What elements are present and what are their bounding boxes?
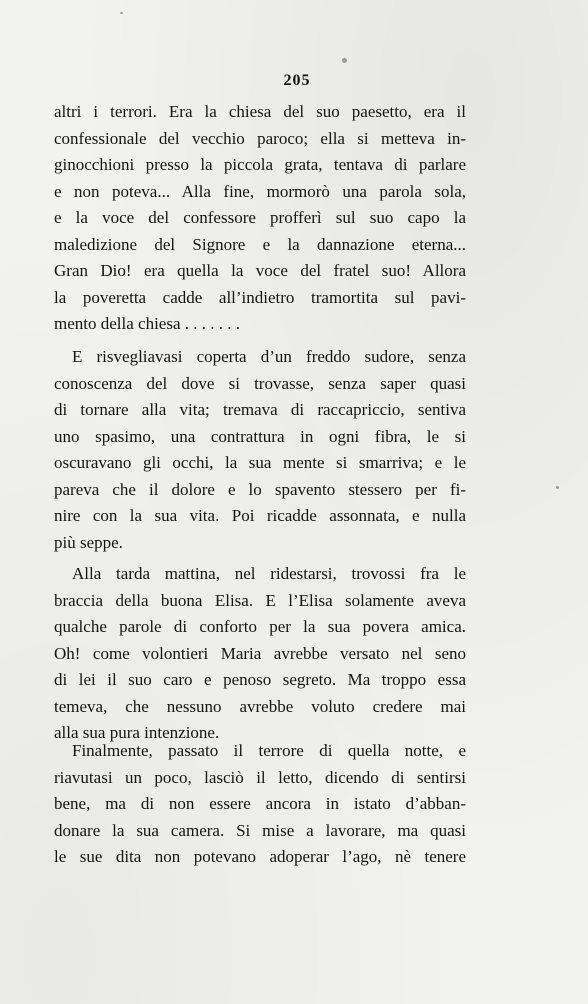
- text-line: di tornare alla vita; tremava di raccapriccio, sentiva: [54, 400, 466, 419]
- text-line: E risvegliavasi coperta d’un freddo sudore, senza: [72, 347, 466, 366]
- text-line: nire con la sua vita. Poi ricadde assonnata, e nulla: [54, 506, 466, 525]
- paragraph-3: [54, 561, 466, 747]
- text-line: oscuravano gli occhi, la sua mente si smarriva; e le: [54, 453, 466, 472]
- text-line: bene, ma di non essere ancora in istato d’abban-: [54, 794, 466, 813]
- text-line: mento della chiesa . . . . . . .: [54, 314, 241, 333]
- paper-speck: [556, 486, 559, 489]
- text-line: confessionale del vecchio paroco; ella si metteva in-: [54, 128, 466, 148]
- text-line: la poveretta cadde all’indietro tramortita sul pavi-: [54, 287, 466, 307]
- text-line: riavutasi un poco, lasciò il letto, dicendo di sentirsi: [54, 767, 466, 787]
- text-line: alla sua pura intenzione.: [54, 723, 220, 742]
- paper-speck: [120, 12, 123, 14]
- text-line: qualche parole di conforto per la sua povera amica.: [54, 617, 466, 636]
- paragraph-1: [54, 99, 466, 338]
- text-line: le sue dita non potevano adoperar l’ago, nè tenere: [54, 847, 466, 866]
- text-line: uno spasimo, una contrattura in ogni fibra, le si: [54, 426, 466, 446]
- page-number: 205: [283, 72, 311, 89]
- paper-speck: [342, 58, 347, 63]
- text-line: temeva, che nessuno avrebbe voluto credere mai: [54, 696, 466, 716]
- paragraph-4: [54, 738, 466, 871]
- text-line: altri i terrori. Era la chiesa del suo paesetto, era il: [54, 102, 466, 121]
- text-line: donare la sua camera. Si mise a lavorare, ma quasi: [54, 820, 466, 840]
- text-line: Finalmente, passato il terrore di quella notte, e: [72, 741, 466, 760]
- text-line: Oh! come volontieri Maria avrebbe versato nel seno: [54, 643, 466, 663]
- text-line: Gran Dio! era quella la voce del fratel suo! Allora: [54, 261, 466, 280]
- text-line: di lei il suo caro e penoso segreto. Ma troppo essa: [54, 670, 466, 689]
- text-line: e la voce del confessore profferì sul suo capo la: [54, 208, 466, 227]
- text-line: Alla tarda mattina, nel ridestarsi, trovossi fra le: [72, 564, 466, 583]
- text-line: ginocchioni presso la piccola grata, tentava di parlare: [54, 155, 466, 174]
- paragraph-2: [54, 344, 466, 556]
- text-line: più seppe.: [54, 532, 123, 552]
- text-line: maledizione del Signore e la dannazione eterna...: [54, 234, 466, 254]
- text-line: e non poteva... Alla fine, mormorò una parola sola,: [54, 181, 466, 201]
- text-line: pareva che il dolore e lo spavento stessero per fi-: [54, 479, 466, 499]
- text-line: conoscenza del dove si trovasse, senza saper quasi: [54, 373, 466, 393]
- text-line: braccia della buona Elisa. E l’Elisa solamente aveva: [54, 590, 466, 610]
